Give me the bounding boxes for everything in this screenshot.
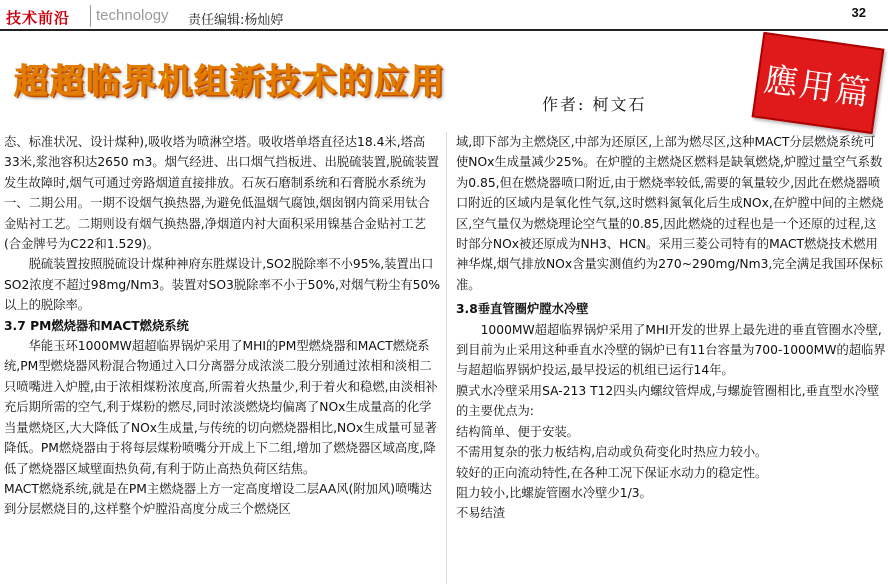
paragraph: 域,即下部为主燃烧区,中部为还原区,上部为燃尽区,这种MACT分层燃烧系统可使NOx生成量减少25%。在炉膛的主燃烧区燃料是缺氧燃烧,炉膛过量空气系数为0.85,但在燃烧器喷口附近,由于燃烧率较低,需要的氧量较少,因此在燃烧器喷口附近的区域内是氧化性气氛,这时燃料氮氧化后生成NOx,在炉膛中间的主燃烧区,空气量仅为燃烧理论空气量的0.85,因此燃烧的过程也是一个还原的过程,这时部分NOx被还原成为NH3、HCN。采用三菱公司特有的MACT燃烧技术燃用神华煤,烟气排放NOx含量实测值约为270~290mg/Nm3,完全满足我国环保标准。 <box>456 135 884 292</box>
paragraph: 态、标准状况、设计煤种),吸收塔为喷淋空塔。吸收塔单塔直径达18.4米,塔高33米,浆池容积达2650 m3。烟气经进、出口烟气挡板进、出脱硫装置,脱硫装置发生故障时,烟气可通过旁路烟道直接排放。石灰石磨制系统和石膏脱水系统为一、二期公用。一期不设烟气换热器,为避免低温烟气腐蚀,烟囱钢内筒采用钛合金贴衬工艺。二期则设有烟气换热器,净烟道内衬大面积采用镍基合金贴衬工艺(合金牌号为C22和1.529)。 <box>4 135 440 252</box>
subsection-heading: 3.8垂直管圈炉膛水冷壁 <box>456 302 589 317</box>
article-title: 超超临界机组新技术的应用 <box>14 62 446 102</box>
paragraph: 1000MW超超临界锅炉采用了MHI开发的世界上最先进的垂直管圈水冷壁,到目前为止采用这种垂直水冷壁的锅炉已有11台容量为700-1000MW的超临界与超超临界锅炉投运,最早投运的机组已运行14年。 <box>456 322 886 378</box>
list-item: 不易结渣 <box>456 506 506 521</box>
paragraph: 膜式水冷壁采用SA-213 T12四头内螺纹管焊成,与螺旋管圈相比,垂直型水冷壁的主要优点为: <box>456 383 880 419</box>
right-column <box>456 132 886 524</box>
list-item: 结构简单、便于安装。 <box>456 424 579 439</box>
list-item: 较好的正向流动特性,在各种工况下保证水动力的稳定性。 <box>456 465 768 480</box>
left-column <box>4 132 440 520</box>
subsection-heading: 3.7 PM燃烧器和MACT燃烧系统 <box>4 318 189 333</box>
section-divider <box>90 5 91 27</box>
column-divider <box>446 132 447 584</box>
section-label: 技术前沿 <box>6 9 71 27</box>
list-item: 阻力较小,比螺旋管圈水冷壁少1/3。 <box>456 485 652 500</box>
header-rule <box>0 29 888 31</box>
list-item: 不需用复杂的张力板结构,启动或负荷变化时热应力较小。 <box>456 445 768 460</box>
page-header <box>0 0 888 30</box>
page-number: 32 <box>851 5 866 20</box>
editor-credit: 责任编辑:杨灿婷 <box>188 13 284 28</box>
paragraph: 脱硫装置按照脱硫设计煤种神府东胜煤设计,SO2脱除率不小95%,装置出口SO2浓度不超过98mg/Nm3。装置对SO3脱除率不小于50%,对烟气粉尘有50%以上的脱除率。 <box>4 257 440 313</box>
application-stamp: 應用篇 <box>752 32 885 134</box>
paragraph: MACT燃烧系统,就是在PM主燃烧器上方一定高度增设二层AA风(附加风)喷嘴达到分层燃烧目的,这样整个炉膛沿高度分成三个燃烧区 <box>4 481 432 517</box>
article-author: 作者: 柯文石 <box>542 95 647 114</box>
section-label-en: technology <box>96 7 169 24</box>
paragraph: 华能玉环1000MW超超临界锅炉采用了MHI的PM型燃烧器和MACT燃烧系统,PM型燃烧器风粉混合物通过入口分离器分成浓淡二股分别通过浓相和淡相二只喷嘴进入炉膛,由于浓相煤粉浓度高,所需着火热量少,利于着火和稳燃,由淡相补充后期所需的空气,利于煤粉的燃尽,同时浓淡燃烧均偏离了NOx生成量高的化学当量燃烧区,大大降低了NOx生成量,与传统的切向燃烧器相比,NOx生成量可显著降低。PM燃烧器由于将每层煤粉喷嘴分开成上下二组,增加了燃烧器区域高度,降低了燃烧器区域壁面热负荷,有利于防止高热负荷区结焦。 <box>4 339 438 476</box>
